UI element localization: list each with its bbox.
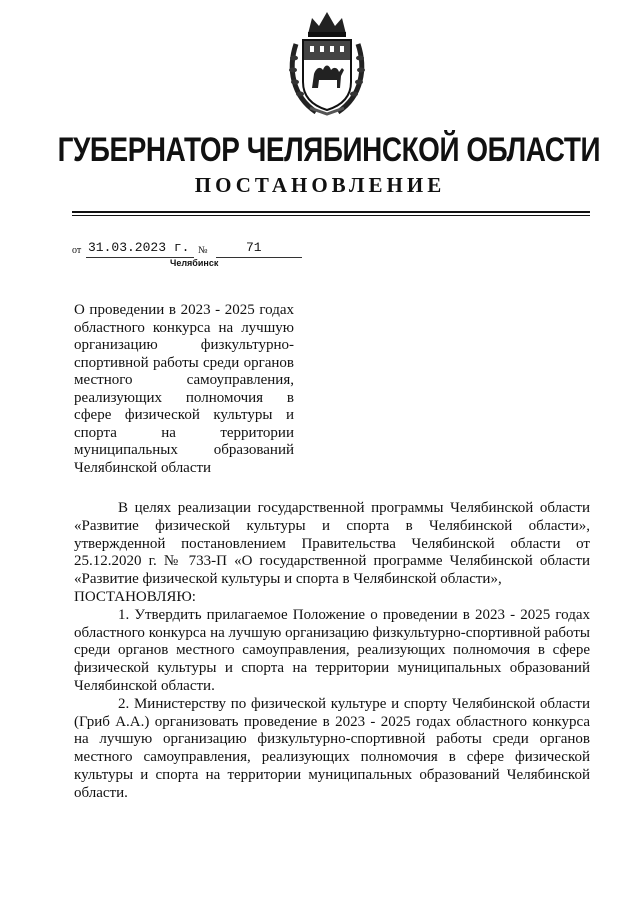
number-label: № [198, 245, 208, 256]
coat-of-arms-emblem [286, 8, 368, 116]
document-number: 71 [246, 240, 262, 255]
preamble-paragraph: В целях реализации государственной программы Челябинской области «Развитие физической культуры и спорта в Челябинской области», утвержденной постановлением Правительства Челябинской области от 25.12.2020 г. № 733-П «О государственной программе Челябинской области «Развитие физической культуры и спорта в Челябинской области», [74, 500, 590, 588]
document-subject: О проведении в 2023 - 2025 годах областного конкурса на лучшую организацию физкультурно-спортивной работы среди органов местного самоуправления, реализующих полномочия в сфере физической культуры и спорта на территории муниципальных образований Челябинской области [74, 302, 294, 476]
document-city: Челябинск [170, 258, 219, 268]
number-underline [216, 257, 302, 258]
authority-title: ГУБЕРНАТОР ЧЕЛЯБИНСКОЙ ОБЛАСТИ [57, 131, 601, 169]
document-meta [72, 240, 332, 260]
document-type: ПОСТАНОВЛЕНИЕ [194, 173, 446, 197]
document-date: 31.03.2023 г. [88, 240, 190, 255]
document-body [74, 500, 590, 803]
date-prefix-label: от [72, 245, 82, 256]
body-item-2: 2. Министерству по физической культуре и спорту Челябинской области (Гриб А.А.) организовать проведение в 2023 - 2025 годах областного конкурса на лучшую организацию физкультурно-спортивной работы среди органов местного самоуправления, реализующих полномочия в сфере физической культуры и спорта на территории муниципальных образований Челябинской области. [74, 695, 590, 801]
resolves-heading: ПОСТАНОВЛЯЮ: [74, 588, 196, 605]
body-item-1: 1. Утвердить прилагаемое Положение о проведении в 2023 - 2025 годах областного конкурса на лучшую организацию физкультурно-спортивной работы среди органов местного самоуправления, реализующих полномочия в сфере физической культуры и спорта на территории муниципальных образований Челябинской области. [74, 606, 590, 694]
